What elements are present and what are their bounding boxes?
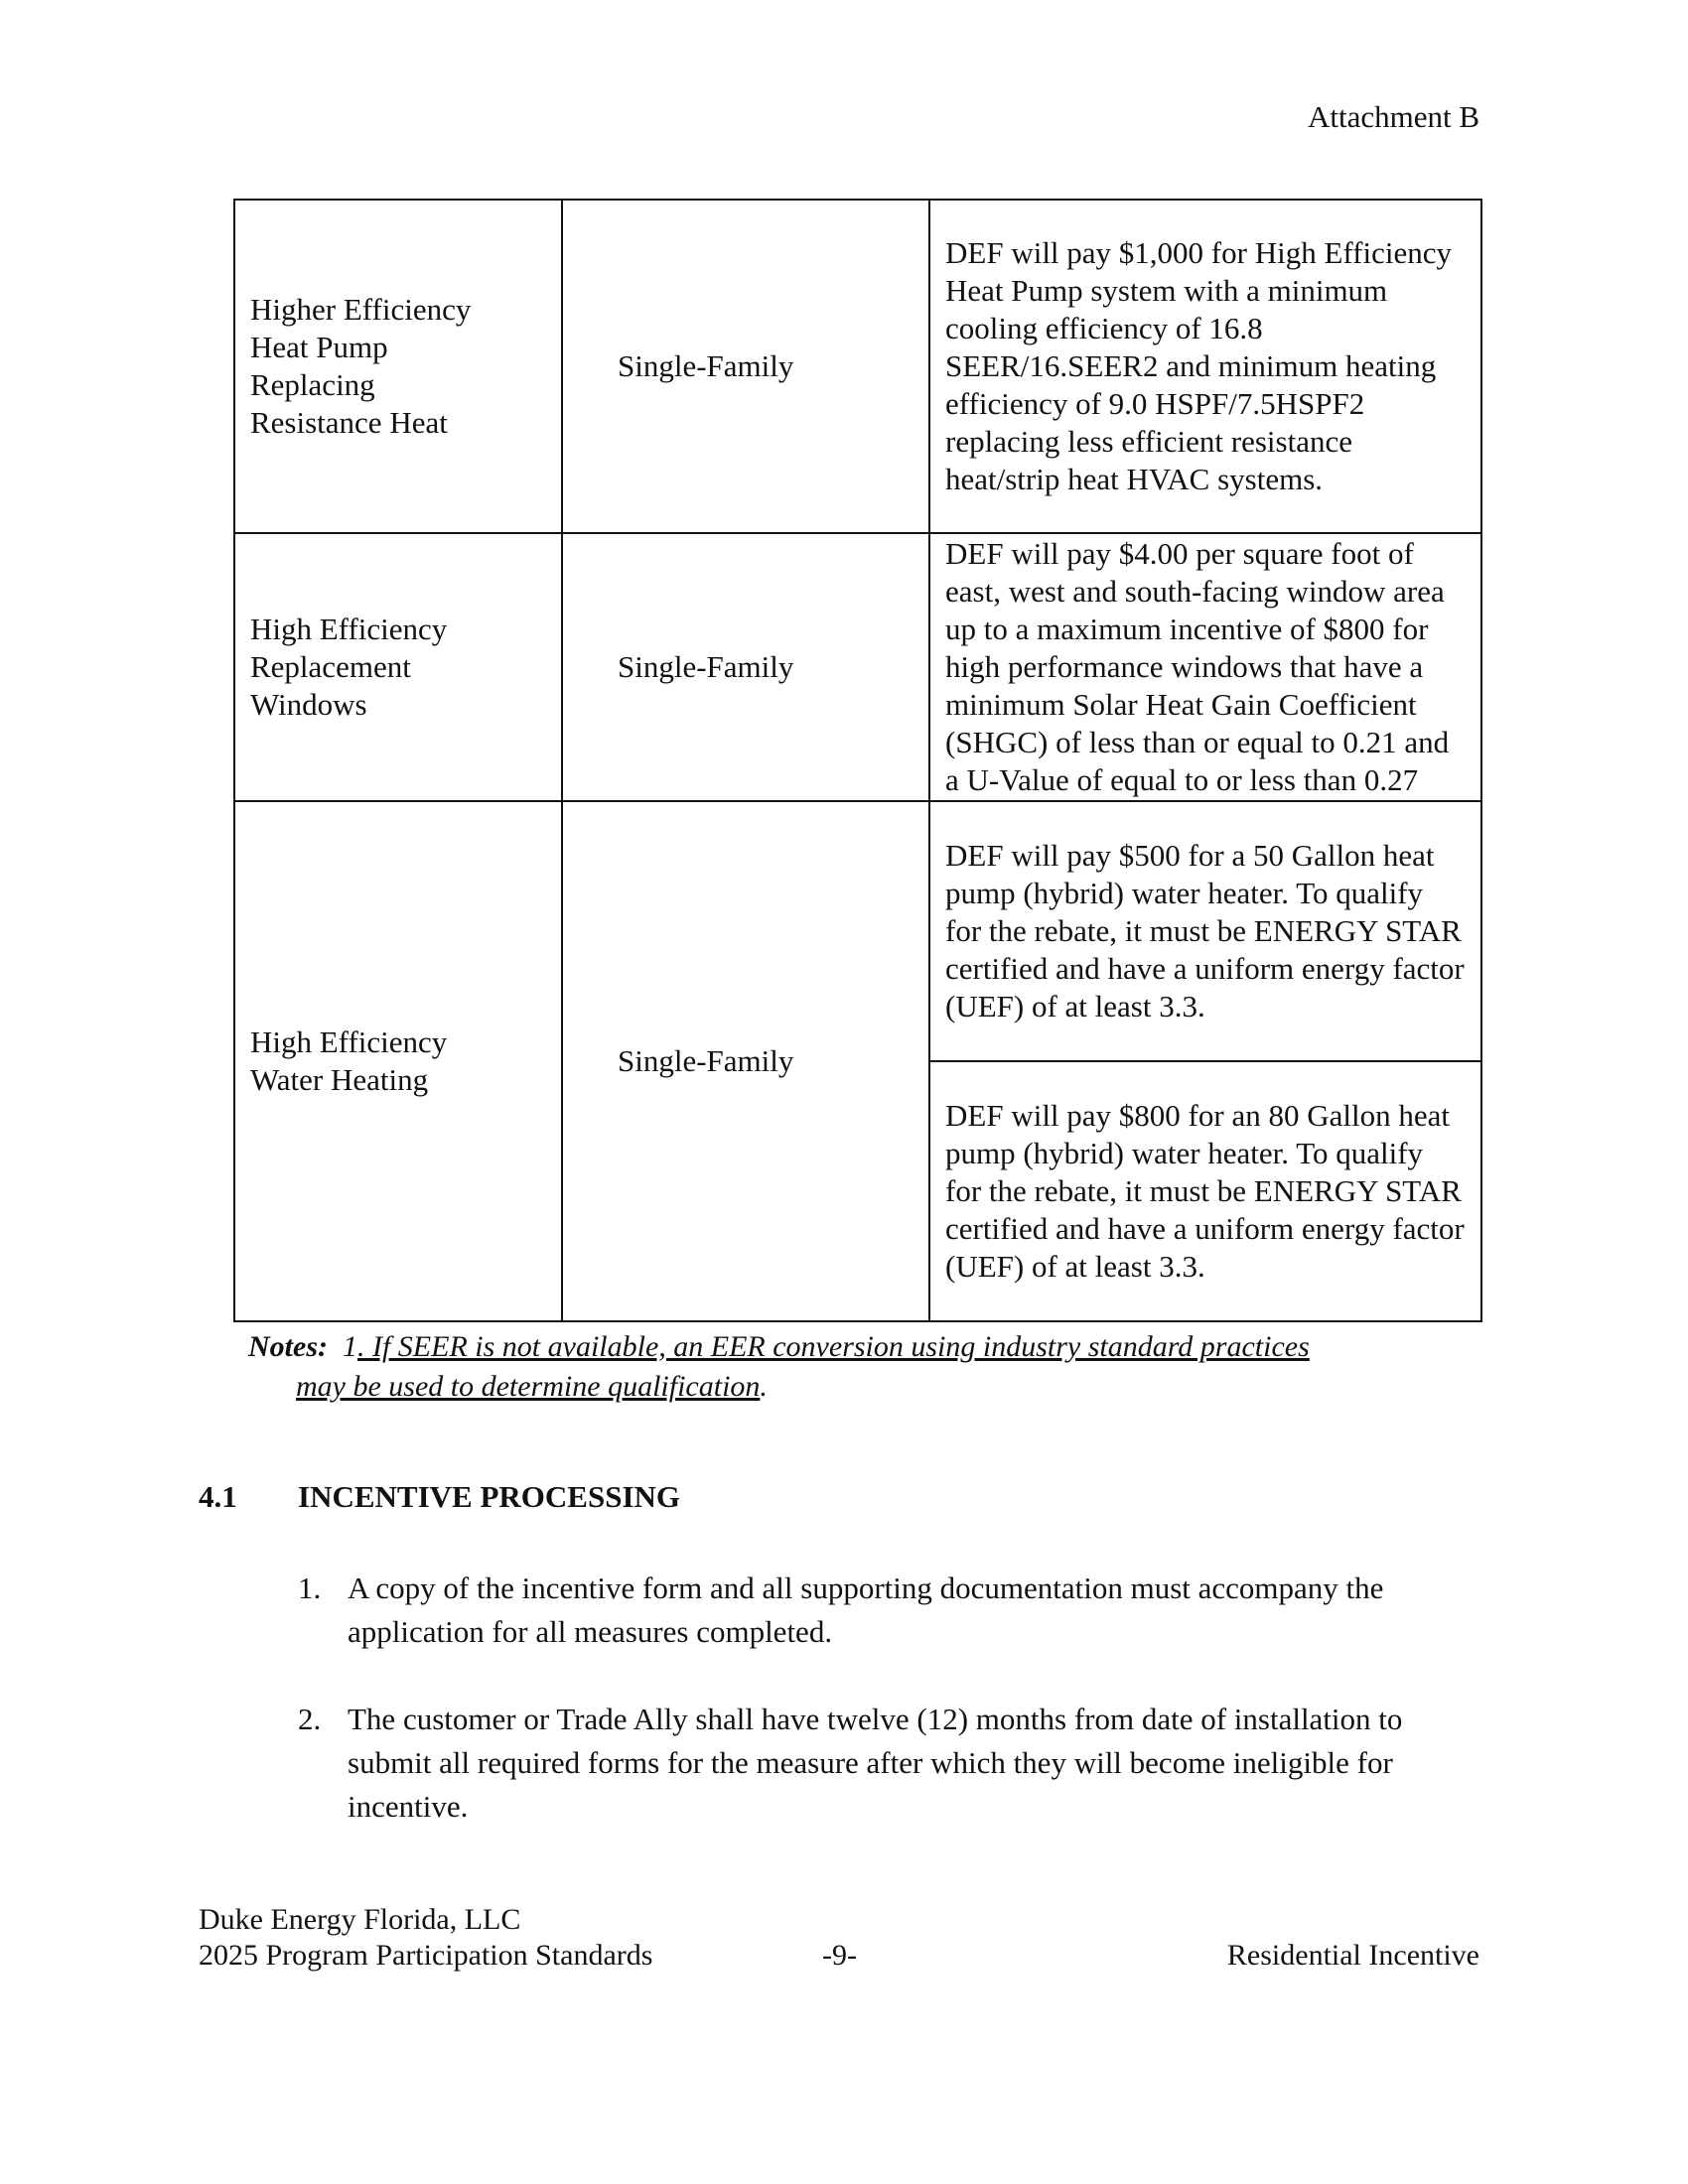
table-row — [234, 801, 1481, 1061]
customer-type-cell: Single-Family — [562, 200, 929, 533]
footer-standards: 2025 Program Participation Standards — [199, 1939, 653, 1972]
customer-type-cell: Single-Family — [562, 533, 929, 801]
incentive-description: DEF will pay $1,000 for High Efficiency Heat Pump system with a minimum cooling efficiency of 16.8 SEER/16.SEER2 and minimum heating efficiency of 9.0 HSPF/7.5HSPF2 replacing less efficient resistance heat/strip heat HVAC systems. — [929, 200, 1481, 533]
list-item-number: 2. — [298, 1702, 322, 1736]
incentive-description: DEF will pay $800 for an 80 Gallon heat pump (hybrid) water heater. To qualify for the rebate, it must be ENERGY STAR certified and have a uniform energy factor (UEF) of at least 3.3. — [929, 1061, 1481, 1321]
section-heading — [199, 1479, 680, 1515]
page-number: -9- — [822, 1939, 857, 1972]
customer-type-cell: Single-Family — [562, 801, 929, 1321]
table-notes — [248, 1327, 1310, 1407]
measure-cell — [234, 533, 562, 801]
list-item — [298, 1567, 1489, 1654]
incentive-description: DEF will pay $4.00 per square foot of east, west and south-facing window area up to a maximum incentive of $800 for high performance windows that have a minimum Solar Heat Gain Coefficient (SHGC) of less than or equal to 0.21 and a U-Value of equal to or less than 0.27 — [929, 533, 1481, 801]
footer-document-title: Residential Incentive — [1226, 1939, 1479, 1972]
measure-name: Higher Efficiency Heat Pump Replacing Resistance Heat — [250, 292, 472, 440]
table-row — [234, 533, 1481, 801]
note-number: 1 — [342, 1330, 357, 1363]
footer-company: Duke Energy Florida, LLC — [199, 1903, 521, 1936]
measure-name: High Efficiency Replacement Windows — [250, 612, 448, 722]
incentive-table — [233, 199, 1482, 1322]
measure-cell — [234, 801, 562, 1321]
measure-name: High Efficiency Water Heating — [250, 1024, 448, 1097]
list-item-text: The customer or Trade Ally shall have twelve (12) months from date of installation to submit all required forms for the measure after which they will become ineligible for incentive. — [348, 1702, 1403, 1824]
section-title: INCENTIVE PROCESSING — [298, 1479, 681, 1514]
list-item-text: A copy of the incentive form and all supporting documentation must accompany the application for all measures completed. — [348, 1570, 1384, 1649]
notes-label: Notes: — [248, 1330, 328, 1363]
note-end: . — [760, 1370, 768, 1403]
section-number: 4.1 — [199, 1479, 237, 1514]
attachment-label: Attachment B — [1307, 99, 1479, 134]
list-item-number: 1. — [298, 1570, 322, 1605]
list-item — [298, 1698, 1489, 1829]
measure-cell — [234, 200, 562, 533]
note-text-line2: may be used to determine qualification — [296, 1370, 761, 1403]
table-row — [234, 200, 1481, 533]
incentive-description: DEF will pay $500 for a 50 Gallon heat pump (hybrid) water heater. To qualify for the rebate, it must be ENERGY STAR certified and have a uniform energy factor (UEF) of at least 3.3. — [929, 801, 1481, 1061]
note-text-line1: . If SEER is not available, an EER conversion using industry standard practices — [356, 1330, 1310, 1363]
